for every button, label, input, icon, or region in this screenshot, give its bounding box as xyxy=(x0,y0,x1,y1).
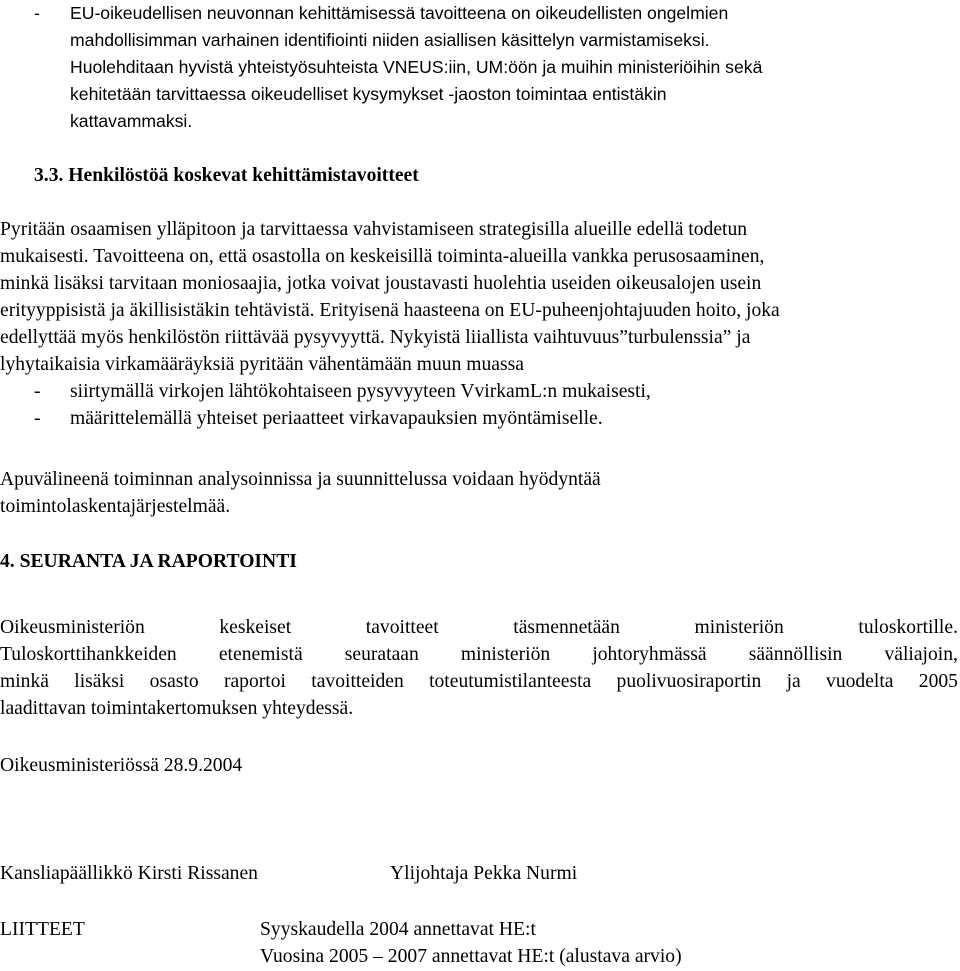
word: säännöllisin xyxy=(748,644,843,665)
section-3-3-heading: 3.3. Henkilöstöä koskevat kehittämistavoitteet xyxy=(34,165,419,186)
attachment-item: Syyskaudella 2004 annettavat HE:t xyxy=(260,919,536,940)
intro-line-5: kattavammaksi. xyxy=(70,111,193,131)
word: raportoi xyxy=(223,671,286,692)
word: vuodelta xyxy=(826,671,894,692)
word: Tuloskorttihankkeiden xyxy=(0,644,177,665)
word: tavoitteiden xyxy=(311,671,404,692)
intro-line-1: EU-oikeudellisen neuvonnan kehittämisessä tavoitteena on oikeudellisten ongelmien xyxy=(70,3,729,23)
paragraph-line: minkä lisäksi tarvitaan moniosaajia, jotka voivat joustavasti huolehtia useiden oikeusalojen usein xyxy=(0,273,762,294)
word: Oikeusministeriön xyxy=(0,617,145,638)
word: johtoryhmässä xyxy=(592,644,707,665)
paragraph-line: mukaisesti. Tavoitteena on, että osastolla on keskeisillä toiminta-alueilla vankka perusosaaminen, xyxy=(0,246,765,267)
word: väliajoin, xyxy=(884,644,958,665)
intro-line-3: Huolehditaan hyvistä yhteistyösuhteista VNEUS:iin, UM:öön ja muihin ministeriöihin sekä xyxy=(70,57,763,77)
word: minkä xyxy=(0,671,49,692)
justified-line xyxy=(0,668,958,695)
word: etenemistä xyxy=(218,644,303,665)
word: tavoitteet xyxy=(365,617,439,638)
intro-line-4: kehitetään tarvittaessa oikeudelliset kysymykset -jaoston toimintaa entistäkin xyxy=(70,84,667,104)
attachments-list xyxy=(260,916,682,970)
word: tuloskortille. xyxy=(858,617,958,638)
intro-bullet xyxy=(34,0,934,135)
paragraph-line: Pyritään osaamisen ylläpitoon ja tarvittaessa vahvistamiseen strategisilla alueille edellä todetun xyxy=(0,219,748,240)
paragraph-line: toimintolaskentajärjestelmää. xyxy=(0,496,231,517)
intro-bullet-line xyxy=(34,0,934,27)
word: lisäksi xyxy=(74,671,125,692)
list-item-text: siirtymällä virkojen lähtökohtaiseen pysyvyyteen VvirkamL:n mukaisesti, xyxy=(70,381,651,402)
paragraph-line: erityyppisistä ja äkillisistäkin tehtävistä. Erityisenä haasteena on EU-puheenjohtajuuden hoito, joka xyxy=(0,300,780,321)
signature-left: Kansliapäällikkö Kirsti Rissanen xyxy=(0,863,258,884)
signature-right: Ylijohtaja Pekka Nurmi xyxy=(390,863,578,884)
word: ja xyxy=(786,671,801,692)
word: puolivuosiraportin xyxy=(616,671,762,692)
word: täsmennetään xyxy=(513,617,620,638)
bullet-dash: - xyxy=(34,3,40,23)
list-item-text: määrittelemällä yhteiset periaatteet virkavapauksien myöntämiselle. xyxy=(70,408,603,429)
word: 2005 xyxy=(918,671,958,692)
list-item xyxy=(34,405,958,432)
word: keskeiset xyxy=(219,617,292,638)
word: seurataan xyxy=(344,644,419,665)
paragraph-line: Apuvälineenä toiminnan analysoinnissa ja suunnittelussa voidaan hyödyntää xyxy=(0,469,601,490)
section-3-3-paragraph xyxy=(0,216,958,432)
paragraph-line: lyhytaikaisia virkamääräyksiä pyritään vähentämään muun muassa xyxy=(0,354,524,375)
paragraph-line: laadittavan toimintakertomuksen yhteydessä. xyxy=(0,698,354,719)
justified-line xyxy=(0,641,958,668)
section-4-heading: 4. SEURANTA JA RAPORTOINTI xyxy=(0,551,297,572)
place-date: Oikeusministeriössä 28.9.2004 xyxy=(0,755,243,776)
bullet-dash: - xyxy=(34,381,41,402)
word: ministeriön xyxy=(694,617,784,638)
attachment-item: Vuosina 2005 – 2007 annettavat HE:t (alustava arvio) xyxy=(260,946,682,967)
justified-line xyxy=(0,614,958,641)
paragraph-line: edellyttää myös henkilöstön riittävää pysyvyyttä. Nykyistä liiallista vaihtuvuus”turbulenssia” ja xyxy=(0,327,751,348)
word: toteutumistilanteesta xyxy=(429,671,592,692)
word: osasto xyxy=(149,671,199,692)
bullet-dash: - xyxy=(34,408,41,429)
tools-paragraph xyxy=(0,466,601,520)
intro-line-2: mahdollisimman varhainen identifiointi niiden asiallisen käsittelyn varmistamiseksi. xyxy=(70,30,710,50)
section-4-paragraph xyxy=(0,614,958,722)
word: ministeriön xyxy=(460,644,551,665)
list-item xyxy=(34,378,958,405)
attachments-label: LIITTEET xyxy=(0,919,85,940)
